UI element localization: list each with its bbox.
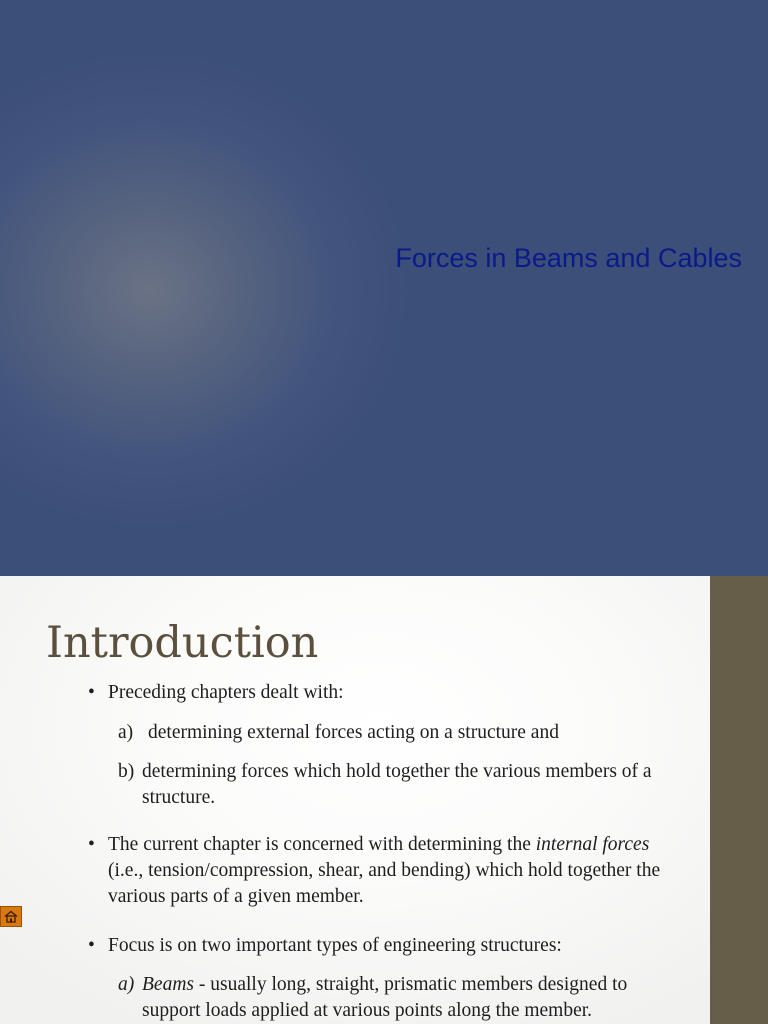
home-icon [4, 910, 18, 923]
bullet-item: • The current chapter is concerned with determining the internal forces (i.e., tension/compression, shear, and bending) which hold together the various parts of a given member. [88, 834, 661, 907]
slide-heading: Introduction [46, 618, 319, 668]
sub-item: a) determining external forces acting on a structure and [118, 722, 559, 743]
sub-item: b) determining forces which hold together the various members of a structure. [118, 761, 652, 808]
slide-title: Forces in Beams and Cables [395, 243, 742, 273]
slide-side-bar [710, 576, 768, 1024]
bullet-icon: • [88, 935, 95, 956]
bullet-icon: • [88, 682, 95, 703]
home-button[interactable] [0, 906, 22, 927]
bullet-icon: • [88, 834, 95, 855]
sub-item: a) Beams - usually long, straight, prismatic members designed to support loads applied at various points along the member. [118, 974, 628, 1021]
bullet-item: • Preceding chapters dealt with: [88, 680, 668, 706]
slide-introduction [0, 576, 768, 1024]
bullet-item: • Focus is on two important types of engineering structures: [88, 933, 668, 959]
